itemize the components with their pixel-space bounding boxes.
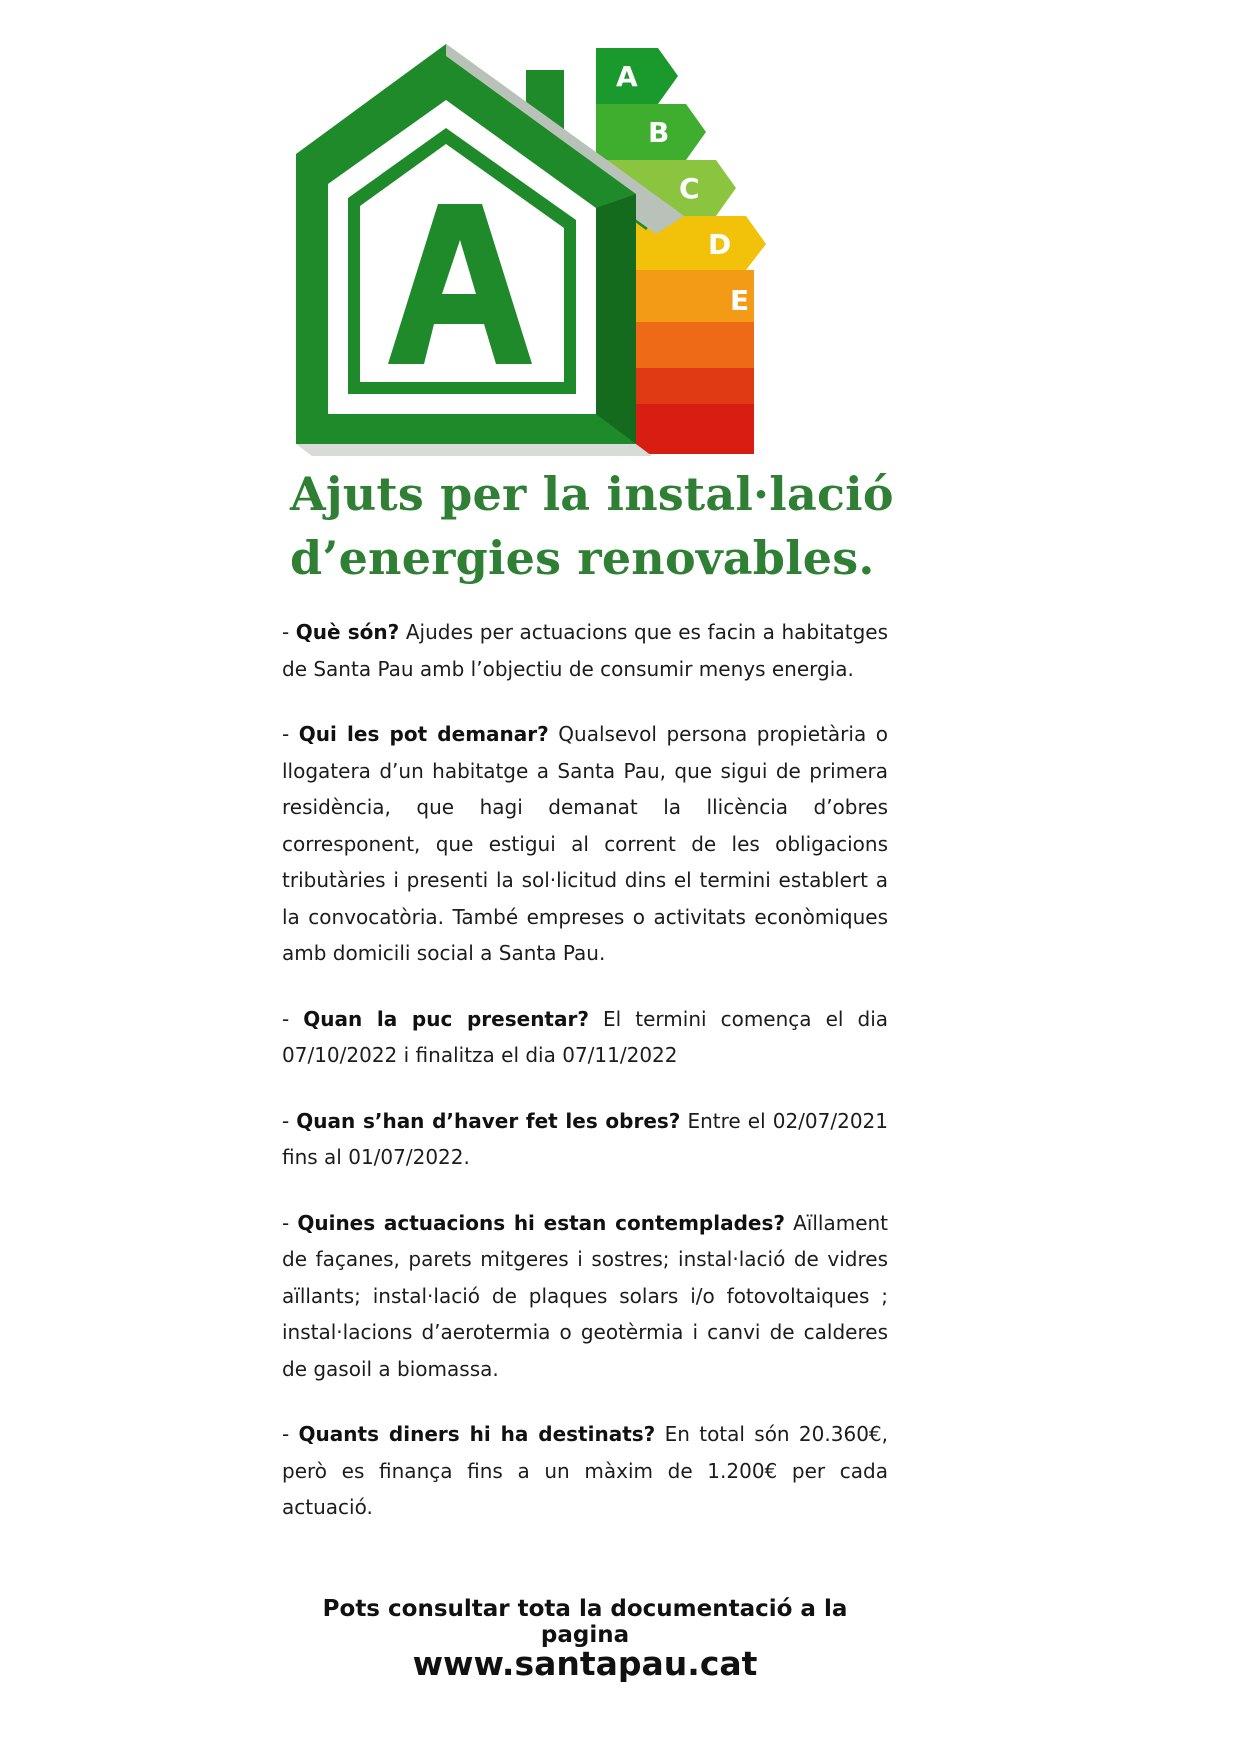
item-answer: Qualsevol persona propietària o llogatera d’un habitatge a Santa Pau, que sigui de primera residència, que hagi demanat la llicència d’obres corresponent, que estigui al corrent de les obligacions tributàries i presenti la sol·licitud dins el termini establert a la convocatòria. També empreses o activitats econòmiques amb domicili social a Santa Pau. xyxy=(282,722,889,965)
info-list xyxy=(282,614,888,1555)
item-question: Quines actuacions hi estan contemplades? xyxy=(297,1210,785,1235)
item-answer: Aïllament de façanes, parets mitgeres i sostres; instal·lació de vidres aïllants; instal·lació de plaques solars i/o fotovoltaiques ; instal·lacions d’aerotermia o geotèrmia i canvi de calderes de gasoil a biomassa. xyxy=(282,1210,889,1381)
scale-letter-a: A xyxy=(616,60,638,93)
scale-letter-e: E xyxy=(730,284,750,317)
item-answer: Ajudes per actuacions que es facin a habitatges de Santa Pau amb l’objectiu de consumir menys energia. xyxy=(282,620,889,681)
scale-letter-c: C xyxy=(679,172,700,205)
scale-letter-d: D xyxy=(708,228,732,261)
headline-line-1: Ajuts per la instal·lació xyxy=(290,467,894,521)
item-question: Quan s’han d’haver fet les obres? xyxy=(296,1108,681,1133)
item-question: Quan la puc presentar? xyxy=(303,1006,589,1031)
energy-efficiency-logo xyxy=(296,44,776,464)
footer-note: Pots consultar tota la documentació a la pagina xyxy=(322,1596,848,1648)
website-link[interactable]: www.santapau.cat xyxy=(412,1644,758,1683)
item-question: Qui les pot demanar? xyxy=(298,722,549,746)
headline-line-2: d’energies renovables. xyxy=(290,531,875,585)
item-question: Què són? xyxy=(295,620,400,644)
headline xyxy=(290,462,930,590)
info-item-who xyxy=(282,716,888,972)
item-dash: - xyxy=(282,1006,290,1031)
info-item-what xyxy=(282,614,888,687)
item-answer: El termini comença el dia 07/10/2022 i finalitza el dia 07/11/2022 xyxy=(282,1006,889,1067)
item-dash: - xyxy=(282,620,290,644)
item-answer: En total són 20.360€, però es finança fins a un màxim de 1.200€ per cada actuació. xyxy=(282,1422,888,1519)
item-dash: - xyxy=(282,1210,290,1235)
item-dash: - xyxy=(282,722,290,746)
item-question: Quants diners hi ha destinats? xyxy=(298,1422,656,1446)
info-item-when-works xyxy=(282,1103,888,1176)
info-item-when-apply xyxy=(282,1001,888,1074)
scale-letter-b: B xyxy=(648,116,670,149)
item-answer: Entre el 02/07/2021 fins al 01/07/2022. xyxy=(282,1108,889,1169)
item-dash: - xyxy=(282,1422,290,1446)
info-item-actions xyxy=(282,1205,888,1388)
info-item-money xyxy=(282,1416,888,1526)
item-dash: - xyxy=(282,1108,290,1133)
